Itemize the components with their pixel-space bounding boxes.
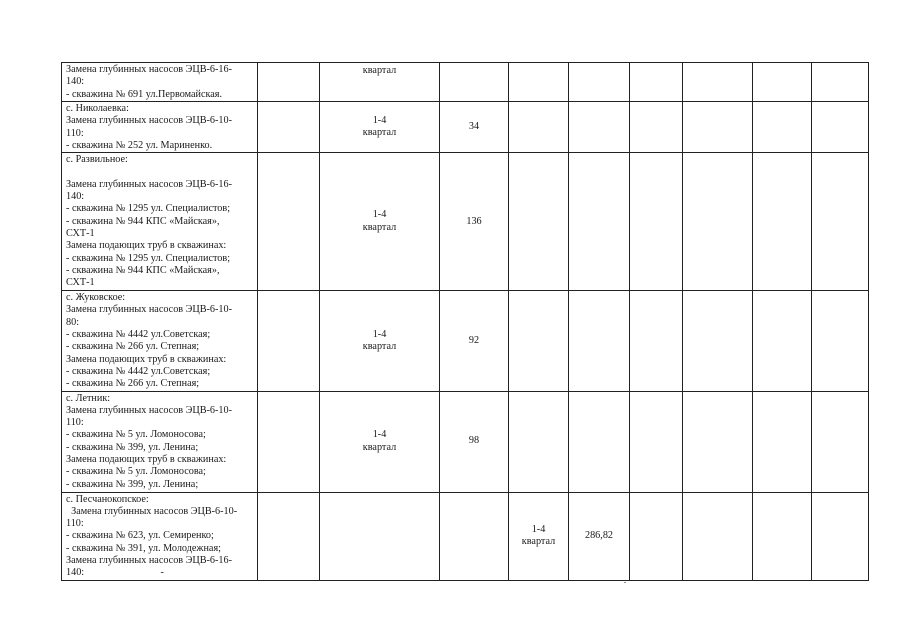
description-line: Замена подающих труб в скважинах:: [66, 240, 227, 252]
empty-cell: [258, 153, 320, 291]
empty-cell: [812, 492, 869, 580]
description-line: - скважина № 4442 ул.Советская;: [66, 365, 211, 377]
work-description-cell: [62, 102, 258, 153]
description-line: Замена глубинных насосов ЭЦВ-6-10-: [66, 505, 238, 517]
empty-cell: [258, 102, 320, 153]
empty-cell: [753, 102, 812, 153]
value-cell: [569, 492, 630, 580]
description-line: - скважина № 252 ул. Мариненко.: [66, 139, 213, 151]
value-text: 136: [466, 215, 482, 227]
period-label: квартал: [521, 536, 556, 548]
empty-cell: [569, 153, 630, 291]
description-line: - скважина № 266 ул. Степная;: [66, 341, 200, 353]
empty-cell: [753, 63, 812, 102]
description-line: СХТ-1: [66, 277, 95, 289]
description-line: 110:: [66, 417, 84, 429]
description-line: - скважина № 623, ул. Семиренко;: [66, 530, 214, 542]
empty-cell: [753, 391, 812, 492]
period-range: 1-4: [372, 328, 387, 340]
value-text: 92: [468, 334, 480, 346]
empty-cell: [258, 492, 320, 580]
empty-cell: [683, 102, 753, 153]
description-line: - скважина № 691 ул.Первомайская.: [66, 88, 223, 100]
empty-cell: [569, 391, 630, 492]
description-line: - скважина № 399, ул. Ленина;: [66, 478, 199, 490]
description-line: Замена подающих труб в скважинах:: [66, 454, 227, 466]
description-line: - скважина № 4442 ул.Советская;: [66, 329, 211, 341]
period-range: 1-4: [372, 114, 387, 126]
period-cell: [320, 291, 440, 391]
empty-cell: [683, 63, 753, 102]
value-cell: [440, 391, 509, 492]
period-cell: [320, 153, 440, 291]
empty-cell: [258, 63, 320, 102]
period-range: 1-4: [531, 523, 546, 535]
empty-cell: [258, 391, 320, 492]
description-line: Замена глубинных насосов ЭЦВ-6-16-: [66, 64, 232, 75]
table-row: [62, 391, 869, 492]
period-cell: [320, 102, 440, 153]
value-text: 34: [468, 120, 480, 132]
empty-cell: [569, 102, 630, 153]
table-row: [62, 153, 869, 291]
empty-cell: [630, 102, 683, 153]
empty-cell: [753, 492, 812, 580]
value-text: 286,82: [584, 529, 613, 541]
table-row: [62, 63, 869, 102]
table-row: [62, 102, 869, 153]
value-text: 98: [468, 435, 480, 447]
empty-cell: [812, 153, 869, 291]
empty-cell: [569, 291, 630, 391]
period-label: квартал: [362, 127, 397, 139]
empty-cell: [509, 102, 569, 153]
empty-cell: [683, 153, 753, 291]
description-line: с. Жуковское:: [66, 292, 126, 304]
table-row: [62, 492, 869, 580]
description-line: 110:: [66, 518, 84, 530]
description-line: - скважина № 944 КПС «Майская»,: [66, 215, 220, 227]
work-description-cell: [62, 291, 258, 391]
work-description-cell: [62, 492, 258, 580]
description-line: Замена глубинных насосов ЭЦВ-6-10-: [66, 115, 232, 127]
description-line: 80:: [66, 316, 80, 328]
period-range: 1-4: [372, 209, 387, 221]
description-line: с. Летник:: [66, 392, 111, 404]
description-line: 140:: [66, 191, 85, 203]
description-line: 140:: [66, 76, 85, 88]
empty-cell: [509, 153, 569, 291]
period-cell: [320, 63, 440, 102]
empty-cell: [753, 153, 812, 291]
value-cell: [440, 153, 509, 291]
empty-cell: [683, 291, 753, 391]
empty-cell: [812, 63, 869, 102]
empty-cell: [509, 291, 569, 391]
description-line: Замена глубинных насосов ЭЦВ-6-10-: [66, 404, 232, 416]
empty-cell: [509, 391, 569, 492]
empty-cell: [630, 63, 683, 102]
description-line: Замена глубинных насосов ЭЦВ-6-16-: [66, 178, 232, 190]
empty-cell: [683, 492, 753, 580]
description-line: СХТ-1: [66, 227, 95, 239]
empty-cell: [509, 63, 569, 102]
description-line: 110:: [66, 127, 84, 139]
value-cell: [440, 492, 509, 580]
description-line: - скважина № 399, ул. Ленина;: [66, 441, 199, 453]
description-line: - скважина № 5 ул. Ломоносова;: [66, 466, 206, 478]
description-line: с. Развильное:: [66, 154, 128, 166]
description-line: - скважина № 391, ул. Молодежная;: [66, 542, 221, 554]
description-line: Замена подающих труб в скважинах:: [66, 353, 227, 365]
period-label: квартал: [362, 441, 397, 453]
plan-table: [61, 62, 869, 581]
description-line: - скважина № 5 ул. Ломоносова;: [66, 429, 206, 441]
empty-cell: [812, 291, 869, 391]
period-cell: [320, 492, 440, 580]
description-blank-line: [66, 166, 254, 178]
value-cell: [440, 63, 509, 102]
period-label: квартал: [362, 340, 397, 352]
scan-speck: [624, 582, 626, 583]
empty-cell: [569, 63, 630, 102]
work-description-cell: [62, 391, 258, 492]
description-line: Замена глубинных насосов ЭЦВ-6-16-: [66, 555, 232, 567]
empty-cell: [753, 291, 812, 391]
period-cell: [320, 391, 440, 492]
period-cell: [509, 492, 569, 580]
description-line: 140: -: [66, 567, 164, 579]
description-line: Замена глубинных насосов ЭЦВ-6-10-: [66, 304, 232, 316]
value-cell: [440, 102, 509, 153]
empty-cell: [630, 153, 683, 291]
work-description-cell: [62, 153, 258, 291]
description-line: с. Песчанокопское:: [66, 493, 149, 505]
description-line: - скважина № 266 ул. Степная;: [66, 378, 200, 390]
work-description-cell: [62, 63, 258, 102]
empty-cell: [630, 492, 683, 580]
period-label: квартал: [362, 65, 397, 76]
empty-cell: [683, 391, 753, 492]
period-label: квартал: [362, 221, 397, 233]
description-line: - скважина № 944 КПС «Майская»,: [66, 264, 220, 276]
empty-cell: [812, 391, 869, 492]
empty-cell: [630, 291, 683, 391]
empty-cell: [812, 102, 869, 153]
description-line: с. Николаевка:: [66, 103, 129, 114]
period-range: 1-4: [372, 429, 387, 441]
value-cell: [440, 291, 509, 391]
description-line: - скважина № 1295 ул. Специалистов;: [66, 252, 231, 264]
description-line: - скважина № 1295 ул. Специалистов;: [66, 203, 231, 215]
empty-cell: [258, 291, 320, 391]
table-row: [62, 291, 869, 391]
empty-cell: [630, 391, 683, 492]
